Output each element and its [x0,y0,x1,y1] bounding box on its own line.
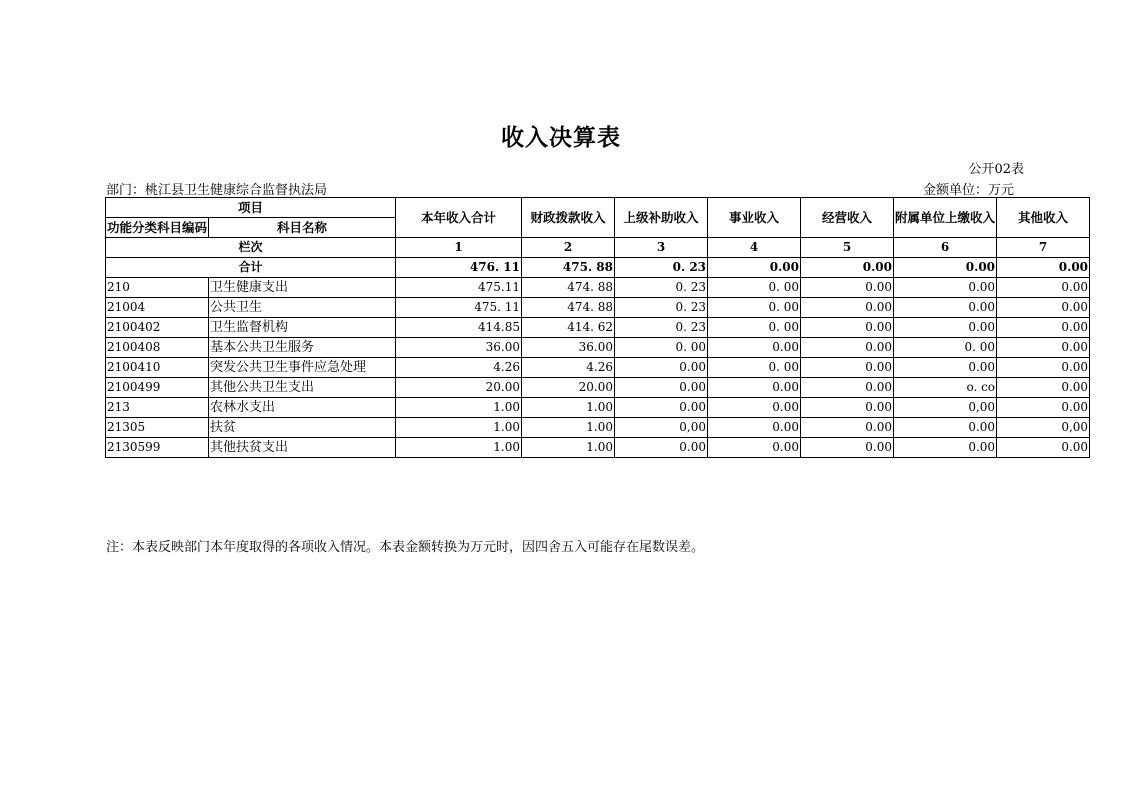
row-value: 0.00 [997,318,1090,338]
row-value: 4.26 [396,358,522,378]
row-value: 0.00 [615,398,708,418]
row-value: 0.00 [708,438,801,458]
row-value: 0.00 [997,358,1090,378]
table-row [106,338,1090,358]
column-number-label: 栏次 [106,238,396,258]
row-value: 0.00 [801,278,894,298]
row-value: 414. 62 [522,318,615,338]
row-value: 0.00 [997,378,1090,398]
row-value: 0. 00 [894,338,997,358]
column-number: 1 [396,238,522,258]
row-value: 474. 88 [522,278,615,298]
total-label: 合计 [106,258,396,278]
total-value: 0.00 [801,258,894,278]
header-col-5: 经营收入 [801,198,894,238]
total-value: 0. 23 [615,258,708,278]
row-value: 36.00 [522,338,615,358]
row-value: 0. 00 [708,298,801,318]
row-value: 475.11 [396,278,522,298]
total-row [106,258,1090,278]
page-title: 收入决算表 [501,125,621,151]
row-value: 0.00 [801,298,894,318]
row-name: 公共卫生 [209,298,396,318]
total-value: 0.00 [894,258,997,278]
column-number: 7 [997,238,1090,258]
row-name: 扶贫 [209,418,396,438]
row-value: 475. 11 [396,298,522,318]
table-row [106,418,1090,438]
row-code: 2100402 [106,318,209,338]
column-number: 5 [801,238,894,258]
row-value: 0.00 [997,398,1090,418]
row-value: 0.00 [708,398,801,418]
row-value: 0.00 [997,338,1090,358]
row-value: 0.00 [894,418,997,438]
row-name: 其他公共卫生支出 [209,378,396,398]
table-row [106,318,1090,338]
row-value: 0. 23 [615,278,708,298]
header-code: 功能分类科目编码 [106,218,209,238]
row-value: 0,00 [615,418,708,438]
header-item: 项目 [106,198,396,218]
row-value: 1.00 [522,438,615,458]
row-value: 0.00 [801,338,894,358]
row-value: 0.00 [801,318,894,338]
column-number: 3 [615,238,708,258]
row-value: 0.00 [997,298,1090,318]
row-value: 0.00 [997,438,1090,458]
row-code: 210 [106,278,209,298]
row-name: 其他扶贫支出 [209,438,396,458]
header-col-6: 附属单位上缴收入 [894,198,997,238]
unit-label: 金额单位：万元 [922,183,1014,198]
row-code: 2100408 [106,338,209,358]
row-value: 0.00 [801,438,894,458]
total-value: 475. 88 [522,258,615,278]
table-row [106,358,1090,378]
row-value: 4.26 [522,358,615,378]
form-number: 公开02表 [968,162,1024,177]
row-name: 突发公共卫生事件应急处理 [209,358,396,378]
row-value: 1.00 [396,418,522,438]
row-name: 卫生监督机构 [209,318,396,338]
row-code: 2100410 [106,358,209,378]
column-number: 4 [708,238,801,258]
row-value: 0.00 [615,378,708,398]
table-row [106,438,1090,458]
row-value: 474. 88 [522,298,615,318]
income-table [105,197,1090,458]
row-value: 0.00 [894,298,997,318]
row-value: 0.00 [708,378,801,398]
header-col-1: 本年收入合计 [396,198,522,238]
total-value: 0.00 [708,258,801,278]
total-value: 0.00 [997,258,1090,278]
row-code: 21305 [106,418,209,438]
row-value: 0.00 [801,418,894,438]
department-label: 部门：桃江县卫生健康综合监督执法局 [106,183,328,198]
row-value: 0.00 [894,438,997,458]
table-row [106,298,1090,318]
row-value: 0.00 [708,418,801,438]
row-value: 1.00 [396,438,522,458]
row-value: 0.00 [801,378,894,398]
row-value: 0.00 [615,438,708,458]
row-value: 20.00 [396,378,522,398]
row-name: 农林水支出 [209,398,396,418]
row-value: 0. 00 [708,318,801,338]
table-row [106,398,1090,418]
row-value: 0.00 [615,358,708,378]
row-value: 1.00 [522,418,615,438]
row-value: 0.00 [997,278,1090,298]
footnote: 注：本表反映部门本年度取得的各项收入情况。本表金额转换为万元时，因四舍五入可能存在尾数误差。 [106,540,705,555]
row-value: 0,00 [894,398,997,418]
column-number-row [106,238,1090,258]
row-code: 21004 [106,298,209,318]
row-value: 0. 00 [708,358,801,378]
row-value: 0.00 [894,358,997,378]
table-row [106,278,1090,298]
total-value: 476. 11 [396,258,522,278]
header-col-4: 事业收入 [708,198,801,238]
row-value: 0. 23 [615,318,708,338]
row-name: 卫生健康支出 [209,278,396,298]
row-value: 0. 00 [615,338,708,358]
row-value: 0.00 [708,338,801,358]
row-value: 20.00 [522,378,615,398]
column-number: 2 [522,238,615,258]
row-value: 0.00 [801,358,894,378]
row-name: 基本公共卫生服务 [209,338,396,358]
header-col-7: 其他收入 [997,198,1090,238]
row-code: 2130599 [106,438,209,458]
row-value: 1.00 [522,398,615,418]
row-code: 213 [106,398,209,418]
row-value: 0.00 [894,278,997,298]
row-value: 0.00 [894,318,997,338]
row-value: 0.00 [801,398,894,418]
header-col-2: 财政拨款收入 [522,198,615,238]
row-value: o. co [894,378,997,398]
row-value: 0. 00 [708,278,801,298]
row-value: 36.00 [396,338,522,358]
column-number: 6 [894,238,997,258]
header-col-3: 上级补助收入 [615,198,708,238]
header-name: 科目名称 [209,218,396,238]
row-value: 414.85 [396,318,522,338]
table-row [106,378,1090,398]
row-value: 0. 23 [615,298,708,318]
row-value: 1.00 [396,398,522,418]
row-code: 2100499 [106,378,209,398]
row-value: 0,00 [997,418,1090,438]
